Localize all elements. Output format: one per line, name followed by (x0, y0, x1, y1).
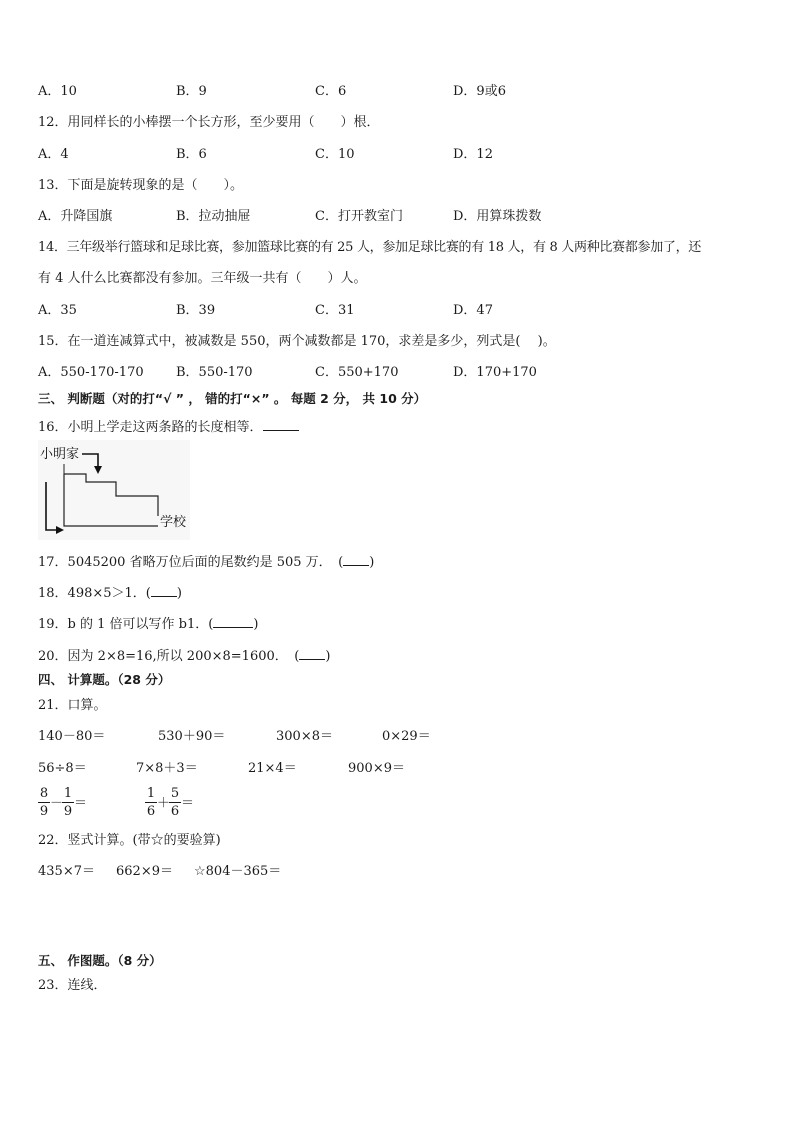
q19-row (38, 613, 258, 634)
section3-title: 三、 判断题（对的打“√ ” ， 错的打“×” 。 每题 2 分， 共 10 分） (38, 391, 427, 406)
q18-close: ) (176, 586, 182, 601)
q14-option-b: B．39 (176, 303, 216, 318)
numerator: 8 (39, 786, 49, 801)
denominator: 9 (39, 804, 49, 819)
q12-option-c: C．10 (315, 147, 355, 162)
q18-row (38, 582, 182, 603)
q21-frac2-b (169, 786, 181, 819)
q16-answer-blank[interactable] (263, 416, 299, 431)
q17-close: ) (369, 555, 375, 570)
q22-stem: 22．竖式计算。(带☆的要验算) (38, 833, 221, 848)
q14-stem-line2: 有 4 人什么比赛都没有参加。三年级一共有（ ）人。 (38, 271, 367, 286)
q21-stem: 21．口算。 (38, 698, 107, 713)
route-diagram (38, 440, 190, 540)
q17-stem: 17．5045200 省略万位后面的尾数约是 505 万． ( (38, 555, 344, 570)
q20-close: ) (325, 649, 331, 664)
q23-stem: 23．连线． (38, 978, 107, 993)
q21-frac1-b (62, 786, 74, 819)
q21-item-6: 7×8＋3＝ (136, 761, 198, 776)
q21-frac2-eq: ＝ (181, 796, 195, 811)
numerator: 1 (63, 786, 73, 801)
numerator: 1 (146, 786, 156, 801)
section4-title: 四、 计算题。（28 分） (38, 672, 171, 687)
q13-option-a: A．升降国旗 (38, 209, 113, 224)
q12-option-a: A．4 (38, 147, 69, 162)
q11-option-b: B．9 (176, 84, 207, 99)
q21-item-1: 140－80＝ (38, 729, 106, 744)
q21-item-2: 530＋90＝ (158, 729, 226, 744)
q15-stem: 15．在一道连减算式中，被减数是 550，两个减数都是 170，求差是多少，列式是( )。 (38, 334, 556, 349)
school-label: 学校 (160, 515, 187, 530)
q22-item-2: 662×9＝ (116, 864, 173, 879)
numerator: 5 (170, 786, 180, 801)
q12-option-b: B．6 (176, 147, 207, 162)
denominator: 6 (146, 804, 156, 819)
q16-row (38, 416, 299, 437)
q18-answer-blank[interactable] (151, 582, 177, 597)
q21-item-7: 21×4＝ (248, 761, 297, 776)
q20-stem: 20．因为 2×8=16,所以 200×8=1600． ( (38, 649, 300, 664)
q21-frac1-eq: ＝ (74, 796, 88, 811)
q21-item-5: 56÷8＝ (38, 761, 87, 776)
q19-stem: 19．b 的 1 倍可以写作 b1．( (38, 617, 214, 632)
denominator: 6 (170, 804, 180, 819)
q15-option-c: C．550+170 (315, 365, 399, 380)
q13-option-b: B．拉动抽屉 (176, 209, 251, 224)
q13-option-c: C．打开教室门 (315, 209, 403, 224)
route-figure (38, 440, 190, 540)
q14-stem-line1: 14．三年级举行篮球和足球比赛，参加篮球比赛的有 25 人，参加足球比赛的有 18 人，有 8 人两种比赛都参加了，还 (38, 240, 701, 255)
q21-frac2-a (145, 786, 157, 819)
q17-answer-blank[interactable] (343, 551, 369, 566)
q15-option-d: D．170+170 (453, 365, 537, 380)
q14-option-d: D．47 (453, 303, 493, 318)
q21-item-4: 0×29＝ (382, 729, 431, 744)
q20-row (38, 645, 330, 666)
home-label: 小明家 (40, 447, 80, 462)
q14-option-a: A．35 (38, 303, 77, 318)
q21-item-3: 300×8＝ (276, 729, 333, 744)
q21-item-8: 900×9＝ (348, 761, 405, 776)
q11-option-d: D．9或6 (453, 84, 506, 99)
q14-option-c: C．31 (315, 303, 355, 318)
q12-option-d: D．12 (453, 147, 493, 162)
q13-option-d: D．用算珠拨数 (453, 209, 542, 224)
q21-frac1-a (38, 786, 50, 819)
q15-option-a: A．550-170-170 (38, 365, 144, 380)
q19-answer-blank[interactable] (213, 613, 253, 628)
q11-option-c: C．6 (315, 84, 347, 99)
q22-item-1: 435×7＝ (38, 864, 95, 879)
q13-stem: 13．下面是旋转现象的是（ ）。 (38, 178, 244, 193)
q11-option-a: A．10 (38, 84, 77, 99)
section5-title: 五、 作图题。（8 分） (38, 953, 162, 968)
q20-answer-blank[interactable] (299, 645, 325, 660)
q22-item-3: ☆804－365＝ (194, 864, 282, 879)
q18-stem: 18．498×5＞1．( (38, 586, 151, 601)
q16-stem: 16．小明上学走这两条路的长度相等． (38, 420, 263, 435)
q19-close: ) (253, 617, 259, 632)
denominator: 9 (63, 804, 73, 819)
q12-stem: 12．用同样长的小棒摆一个长方形，至少要用（ ）根． (38, 115, 380, 130)
q21-frac2-op: ＋ (157, 796, 171, 811)
q17-row (38, 551, 374, 572)
q21-frac1-op: － (50, 796, 64, 811)
q15-option-b: B．550-170 (176, 365, 253, 380)
